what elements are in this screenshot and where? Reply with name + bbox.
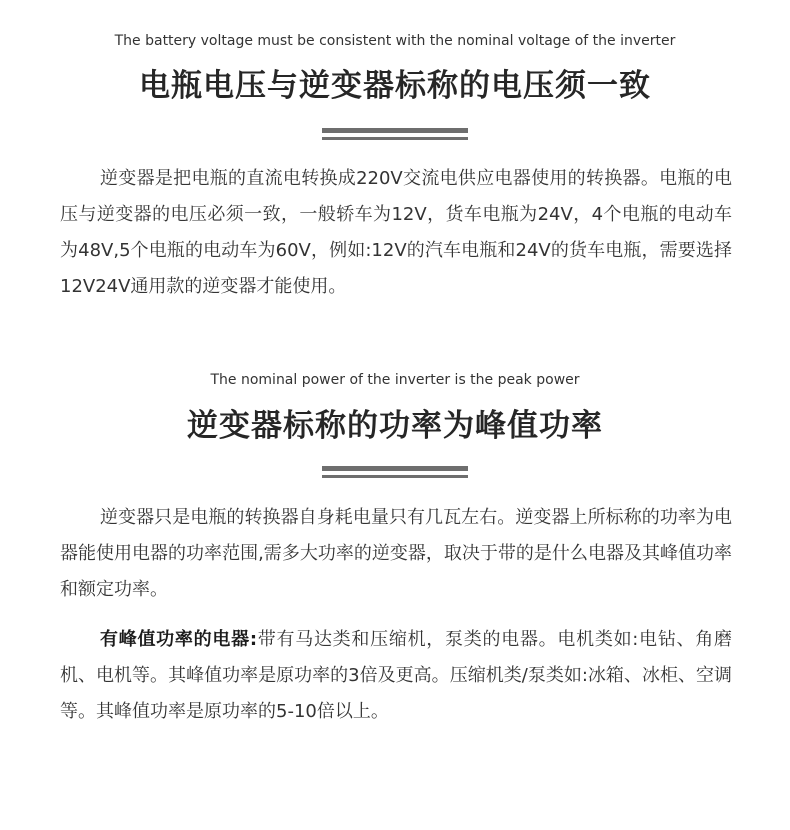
section1-divider bbox=[322, 128, 468, 140]
peak-power-body: 带有马达类和压缩机，泵类的电器。电机类如:电钻、角磨机、电机等。其峰值功率是原功率的3倍及更高。压缩机类/泵类如:冰箱、冰柜、空调等。其峰值功率是原功率的5-10倍以上。 bbox=[60, 629, 733, 722]
section2-subtitle: The nominal power of the inverter is the peak power bbox=[210, 372, 580, 388]
section1-paragraph: 逆变器是把电瓶的直流电转换成220V交流电供应电器使用的转换器。电瓶的电压与逆变器的电压必须一致，一般轿车为12V，货车电瓶为24V，4个电瓶的电动车为48V,5个电瓶的电动车为60V，例如:12V的汽车电瓶和24V的货车电瓶，需要选择12V24V通用款的逆变器才能使用。 bbox=[60, 168, 732, 297]
section2-divider bbox=[322, 466, 468, 478]
peak-power-lead: 有峰值功率的电器: bbox=[100, 629, 258, 650]
divider-bar-top bbox=[322, 466, 468, 471]
section2-heading: 逆变器标称的功率为峰值功率 bbox=[187, 408, 603, 444]
section1-subtitle: The battery voltage must be consistent with the nominal voltage of the inverter bbox=[114, 33, 676, 49]
section2-paragraph-1: 逆变器只是电瓶的转换器自身耗电量只有几瓦左右。逆变器上所标称的功率为电器能使用电器的功率范围,需多大功率的逆变器，取决于带的是什么电器及其峰值功率和额定功率。 bbox=[60, 507, 732, 600]
divider-bar-top bbox=[322, 128, 468, 133]
divider-bar-bottom bbox=[322, 137, 468, 140]
section1-heading: 电瓶电压与逆变器标称的电压须一致 bbox=[139, 68, 651, 104]
section2-paragraph-2 bbox=[60, 622, 732, 730]
divider-bar-bottom bbox=[322, 475, 468, 478]
